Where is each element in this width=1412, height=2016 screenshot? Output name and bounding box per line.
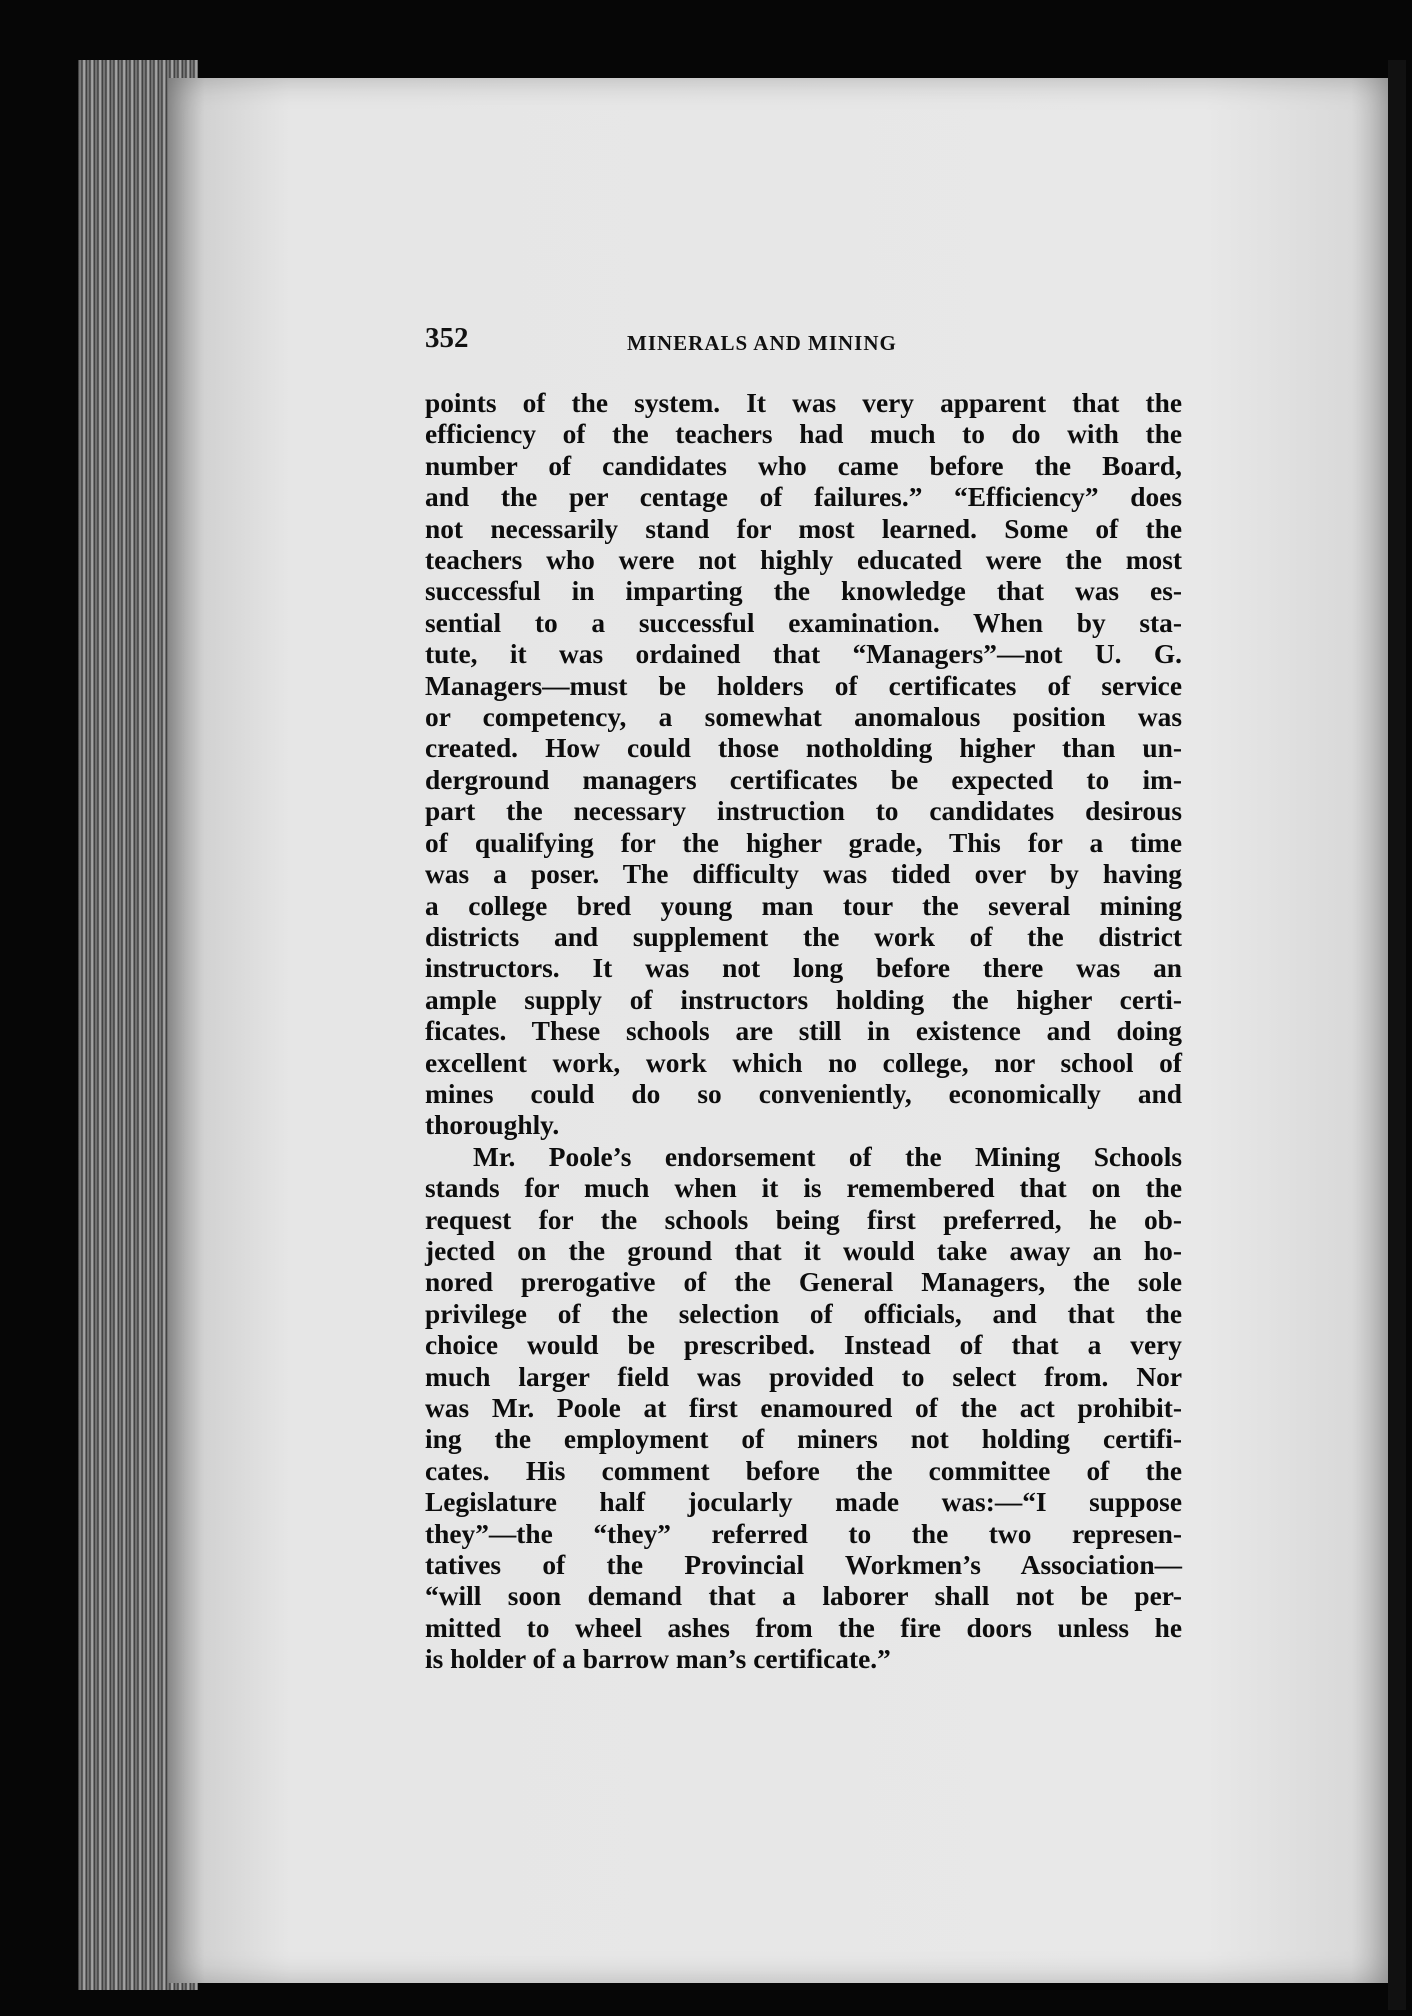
page-number: 352 [425, 322, 469, 354]
text-line: sential to a successful examination. When by sta- [425, 607, 1182, 638]
text-line: nored prerogative of the General Managers, the sole [425, 1267, 1182, 1298]
text-line: Legislature half jocularly made was:—“I suppose [425, 1487, 1182, 1518]
text-line: of qualifying for the higher grade, This for a time [425, 827, 1182, 858]
text-line: districts and supplement the work of the district [425, 921, 1182, 952]
text-line: choice would be prescribed. Instead of that a very [425, 1330, 1182, 1361]
text-line: efficiency of the teachers had much to do with the [425, 419, 1182, 450]
body-text [425, 388, 1182, 1676]
page-header [425, 322, 1185, 366]
paragraph [425, 388, 1182, 1142]
text-line: cates. His comment before the committee of the [425, 1455, 1182, 1486]
text-line: jected on the ground that it would take away an ho- [425, 1235, 1182, 1266]
text-line: they”—the “they” referred to the two represen- [425, 1518, 1182, 1549]
text-line: Managers—must be holders of certificates of service [425, 670, 1182, 701]
text-line: points of the system. It was very apparent that the [425, 388, 1182, 418]
text-line: stands for much when it is remembered that on the [425, 1173, 1182, 1204]
paragraph [425, 1142, 1182, 1676]
text-line: part the necessary instruction to candidates desirous [425, 796, 1182, 827]
text-line: derground managers certificates be expected to im- [425, 764, 1182, 795]
scan-border [1388, 60, 1406, 2010]
text-line: mitted to wheel ashes from the fire doors unless he [425, 1612, 1182, 1643]
text-line: excellent work, work which no college, nor school of [425, 1047, 1182, 1078]
text-line: ficates. These schools are still in existence and doing [425, 1016, 1182, 1047]
text-line: a college bred young man tour the several mining [425, 890, 1182, 921]
text-line: “will soon demand that a laborer shall not be per- [425, 1581, 1182, 1612]
text-line: mines could do so conveniently, economically and [425, 1078, 1182, 1109]
text-line: is holder of a barrow man’s certificate.” [425, 1644, 891, 1675]
running-title: MINERALS AND MINING [627, 331, 897, 355]
text-line: tute, it was ordained that “Managers”—not U. G. [425, 639, 1182, 670]
text-line: tatives of the Provincial Workmen’s Association— [425, 1550, 1182, 1581]
text-line: number of candidates who came before the Board, [425, 450, 1182, 481]
text-line: not necessarily stand for most learned. Some of the [425, 513, 1182, 544]
text-line: request for the schools being first preferred, he ob- [425, 1204, 1182, 1235]
text-line: thoroughly. [425, 1110, 560, 1141]
text-line: privilege of the selection of officials, and that the [425, 1298, 1182, 1329]
text-line: was a poser. The difficulty was tided over by having [425, 859, 1182, 890]
text-line: created. How could those notholding higher than un- [425, 733, 1182, 764]
text-line: was Mr. Poole at first enamoured of the act prohibit- [425, 1393, 1182, 1423]
text-line: much larger field was provided to select from. Nor [425, 1361, 1182, 1392]
text-line: and the per centage of failures.” “Efficiency” does [425, 482, 1182, 513]
text-line: instructors. It was not long before there was an [425, 953, 1182, 984]
text-line: teachers who were not highly educated were the most [425, 545, 1182, 576]
text-line: ample supply of instructors holding the higher certi- [425, 984, 1182, 1015]
text-line: or competency, a somewhat anomalous position was [425, 702, 1182, 733]
text-line: successful in imparting the knowledge that was es- [425, 576, 1182, 607]
text-line: Mr. Poole’s endorsement of the Mining Schools [473, 1141, 1182, 1172]
text-line: ing the employment of miners not holding certifi- [425, 1424, 1182, 1455]
